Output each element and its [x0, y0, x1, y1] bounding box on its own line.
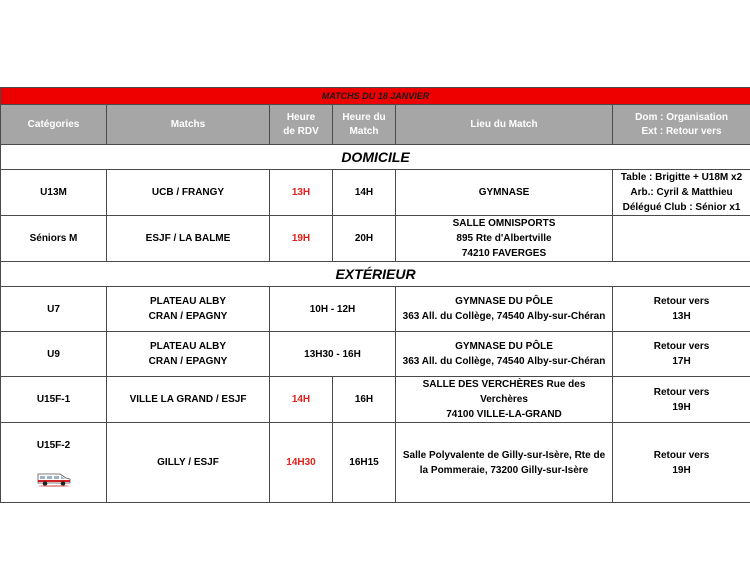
header-matchs: Matchs: [107, 105, 270, 145]
return-cell: Retour vers 17H: [613, 332, 750, 377]
rdv-cell: 14H30: [270, 423, 333, 503]
time-cell: 16H15: [333, 423, 396, 503]
minibus-icon: [36, 469, 72, 487]
match-cell: ESJF / LA BALME: [107, 216, 270, 262]
header-row: [1, 105, 750, 145]
time-cell: 14H: [333, 170, 396, 216]
match-cell: UCB / FRANGY: [107, 170, 270, 216]
rdv-time-cell: 10H - 12H: [270, 287, 396, 332]
organisation-cell: [613, 216, 750, 262]
rdv-cell: 14H: [270, 377, 333, 423]
header-venue: Lieu du Match: [396, 105, 613, 145]
category-cell: U7: [1, 287, 107, 332]
rdv-time-cell: 13H30 - 16H: [270, 332, 396, 377]
return-cell: Retour vers 19H: [613, 377, 750, 423]
venue-cell: Salle Polyvalente de Gilly-sur-Isère, Rte de la Pommeraie, 73200 Gilly-sur-Isère: [396, 423, 613, 503]
match-cell: PLATEAU ALBY CRAN / EPAGNY: [107, 332, 270, 377]
header-categories: Catégories: [1, 105, 107, 145]
match-schedule-sheet: [0, 87, 750, 503]
category-cell: Séniors M: [1, 216, 107, 262]
venue-cell: SALLE OMNISPORTS 895 Rte d'Albertville 74210 FAVERGES: [396, 216, 613, 262]
match-cell: GILLY / ESJF: [107, 423, 270, 503]
match-cell: PLATEAU ALBY CRAN / EPAGNY: [107, 287, 270, 332]
time-cell: 16H: [333, 377, 396, 423]
organisation-cell: Table : Brigitte + U18M x2 Arb.: Cyril & Matthieu Délégué Club : Sénior x1: [613, 170, 750, 216]
category-cell: U13M: [1, 170, 107, 216]
title-row: [1, 88, 750, 105]
venue-cell: SALLE DES VERCHÈRES Rue des Verchères 74100 VILLE-LA-GRAND: [396, 377, 613, 423]
header-organisation: Dom : Organisation Ext : Retour vers: [613, 105, 750, 145]
header-rdv-time: Heure de RDV: [270, 105, 333, 145]
section-away-row: [1, 262, 750, 287]
rdv-cell: 19H: [270, 216, 333, 262]
table-row: [1, 216, 750, 262]
rdv-cell: 13H: [270, 170, 333, 216]
category-cell: U9: [1, 332, 107, 377]
schedule-table: [0, 87, 750, 503]
section-away-heading: EXTÉRIEUR: [1, 262, 750, 287]
venue-cell: GYMNASE DU PÔLE 363 All. du Collège, 74540 Alby-sur-Chéran: [396, 287, 613, 332]
category-label: U15F-2: [36, 440, 71, 451]
table-row: [1, 332, 750, 377]
schedule-title: MATCHS DU 18 JANVIER: [1, 88, 750, 105]
return-cell: Retour vers 19H: [613, 423, 750, 503]
section-home-heading: DOMICILE: [1, 145, 750, 170]
time-cell: 20H: [333, 216, 396, 262]
header-match-time: Heure du Match: [333, 105, 396, 145]
category-cell: [1, 423, 107, 503]
table-row: [1, 170, 750, 216]
table-row: [1, 377, 750, 423]
return-cell: Retour vers 13H: [613, 287, 750, 332]
category-cell: U15F-1: [1, 377, 107, 423]
match-cell: VILLE LA GRAND / ESJF: [107, 377, 270, 423]
section-home-row: [1, 145, 750, 170]
table-row: [1, 423, 750, 503]
table-row: [1, 287, 750, 332]
venue-cell: GYMNASE DU PÔLE 363 All. du Collège, 74540 Alby-sur-Chéran: [396, 332, 613, 377]
venue-cell: GYMNASE: [396, 170, 613, 216]
